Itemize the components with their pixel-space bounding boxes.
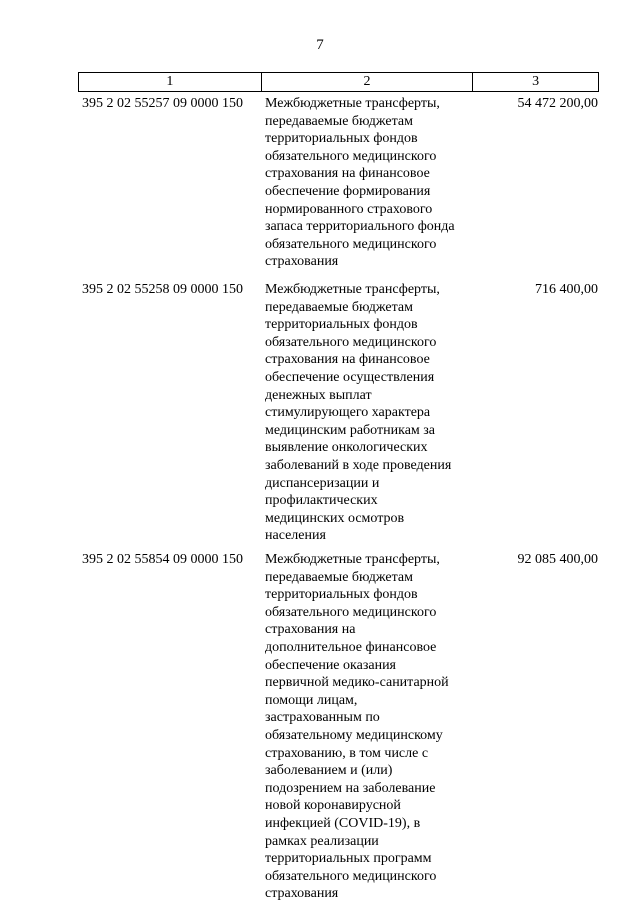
budget-code: 395 2 02 55854 09 0000 150 — [82, 552, 243, 567]
column-header-1: 1 — [79, 73, 262, 91]
description-line: запаса территориального фонда — [265, 219, 455, 235]
description-line: передаваемые бюджетам — [265, 113, 413, 129]
table-row — [78, 95, 599, 281]
column-header-3: 3 — [473, 73, 599, 91]
description-line: территориальных фондов — [265, 131, 418, 147]
table-row — [78, 551, 599, 903]
description — [261, 551, 473, 903]
description-line: Межбюджетные трансферты, — [265, 282, 440, 297]
budget-table — [78, 72, 599, 903]
description-line: Межбюджетные трансферты, — [265, 96, 440, 111]
amount: 716 400,00 — [535, 282, 598, 297]
description-line: помощи лицам, — [265, 692, 358, 708]
description-line: страхованию, в том числе с — [265, 745, 429, 761]
table-row — [78, 281, 599, 551]
description-line: территориальных программ — [265, 851, 432, 867]
table-header-row — [78, 72, 599, 92]
description-line: обязательному медицинскому — [265, 727, 443, 743]
description-line: Межбюджетные трансферты, — [265, 552, 440, 567]
description-line: страхования на финансовое — [265, 166, 430, 182]
description-line: медицинских осмотров — [265, 510, 405, 526]
description-line: заболеваний в ходе проведения — [265, 457, 452, 473]
amount: 92 085 400,00 — [517, 552, 598, 567]
description-line: обязательного медицинского — [265, 868, 437, 884]
description-line: нормированного страхового — [265, 201, 433, 217]
description-line: обеспечение осуществления — [265, 369, 435, 385]
description — [261, 281, 473, 551]
description-line: диспансеризации и — [265, 475, 380, 491]
description-line: стимулирующего характера — [265, 405, 431, 421]
description-line: дополнительное финансовое — [265, 639, 437, 655]
description-line: обязательного медицинского — [265, 236, 437, 252]
description-line: новой коронавирусной — [265, 798, 401, 814]
description-line: рамках реализации — [265, 833, 379, 849]
description-line: денежных выплат — [265, 387, 372, 403]
description-line: обязательного медицинского — [265, 148, 437, 164]
description-line: обязательного медицинского — [265, 334, 437, 350]
description-line: медицинским работникам за — [265, 422, 436, 438]
budget-code: 395 2 02 55257 09 0000 150 — [82, 96, 243, 111]
description-line: населения — [265, 528, 326, 544]
description-line: инфекцией (COVID-19), в — [265, 815, 421, 831]
description-line: выявление онкологических — [265, 440, 428, 456]
page-number: 7 — [316, 37, 324, 53]
budget-code: 395 2 02 55258 09 0000 150 — [82, 282, 243, 297]
description-line: передаваемые бюджетам — [265, 299, 413, 315]
description-line: подозрением на заболевание — [265, 780, 436, 796]
description-line: обеспечение оказания — [265, 657, 396, 673]
description-line: передаваемые бюджетам — [265, 569, 413, 585]
description-line: обеспечение формирования — [265, 183, 431, 199]
description-line: первичной медико-санитарной — [265, 675, 449, 691]
description-line: профилактических — [265, 493, 378, 509]
description-line: территориальных фондов — [265, 317, 418, 333]
description-line: страхования — [265, 254, 339, 270]
description-line: страхования — [265, 886, 339, 902]
description-line: заболеванием и (или) — [265, 763, 393, 779]
description-line: обязательного медицинского — [265, 604, 437, 620]
amount: 54 472 200,00 — [517, 96, 598, 111]
description-line: страхования на — [265, 622, 356, 638]
column-header-2: 2 — [262, 73, 474, 91]
description-line: страхования на финансовое — [265, 352, 430, 368]
description-line: застрахованным по — [265, 710, 380, 726]
description — [261, 95, 473, 281]
description-line: территориальных фондов — [265, 587, 418, 603]
